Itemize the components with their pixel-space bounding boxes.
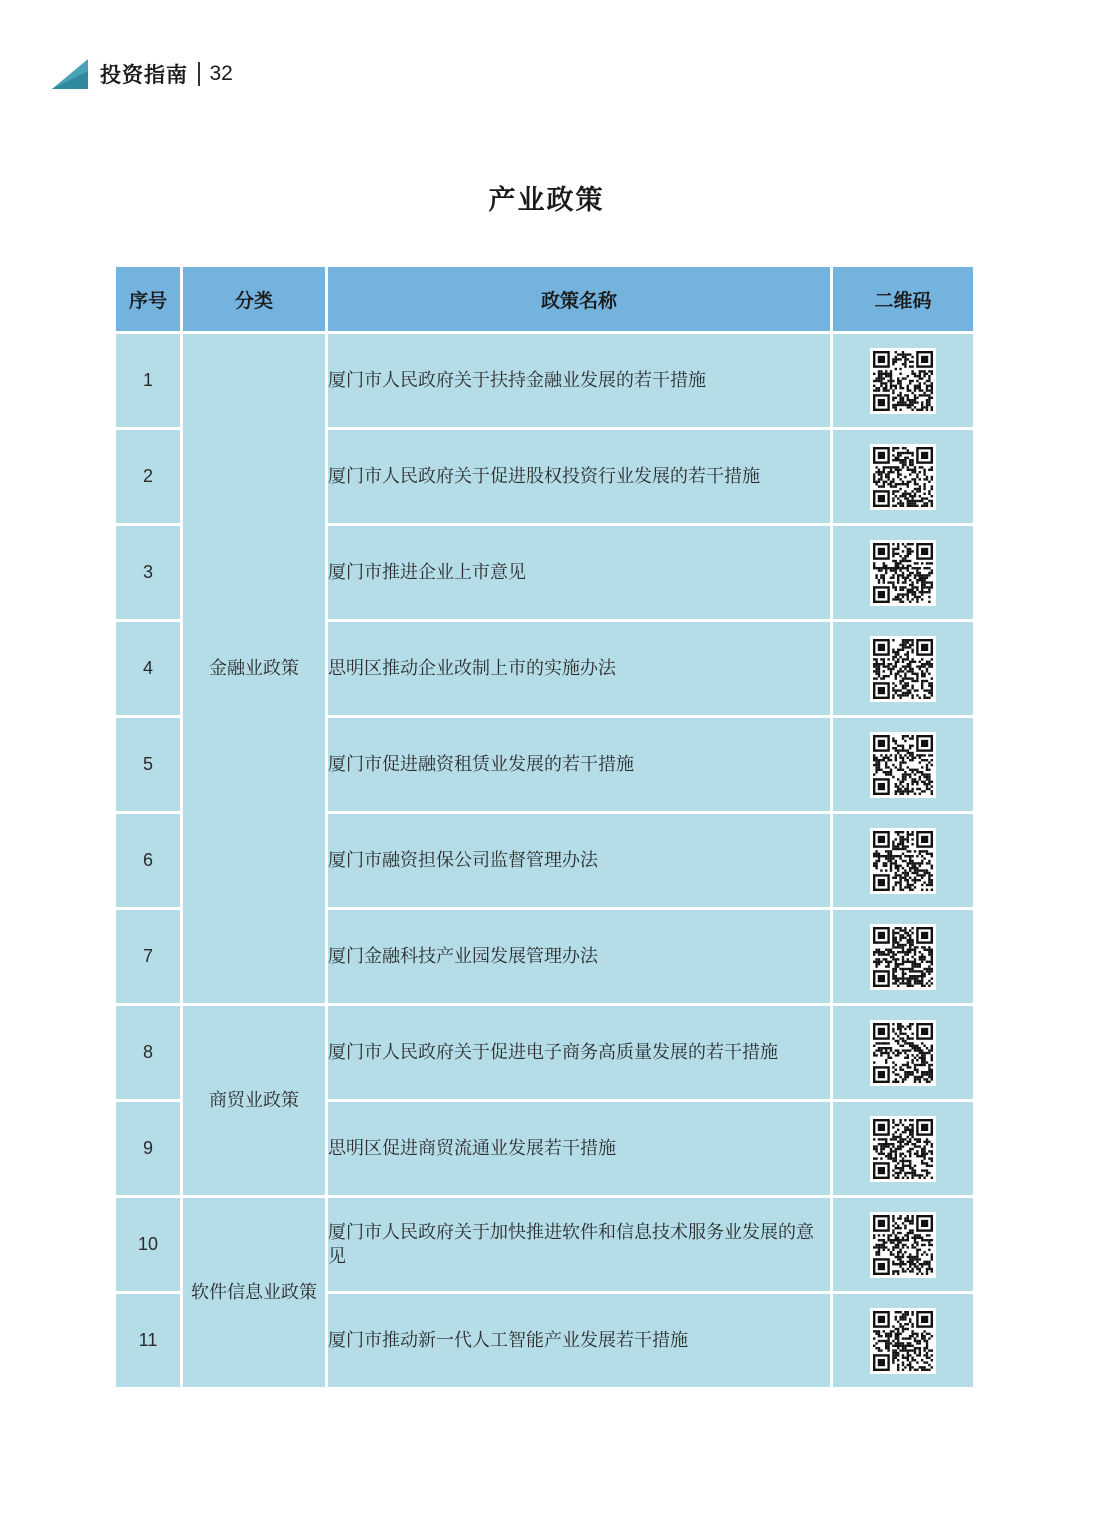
qr-code-icon[interactable]: [870, 1308, 936, 1374]
category-cell: 金融业政策: [182, 333, 327, 1005]
row-number: 9: [115, 1101, 182, 1197]
row-number: 11: [115, 1293, 182, 1389]
header-cell-no: 序号: [115, 266, 182, 333]
qr-cell: [832, 621, 975, 717]
qr-code-icon[interactable]: [870, 540, 936, 606]
header-cell-qr-code: 二维码: [832, 266, 975, 333]
qr-cell: [832, 813, 975, 909]
row-number: 5: [115, 717, 182, 813]
header-cell-policy-name: 政策名称: [327, 266, 832, 333]
row-number: 8: [115, 1005, 182, 1101]
table-row: [115, 1005, 975, 1101]
policy-name: 厦门市人民政府关于促进股权投资行业发展的若干措施: [327, 429, 832, 525]
category-cell: 商贸业政策: [182, 1005, 327, 1197]
table-row: [115, 1197, 975, 1293]
table-row: [115, 333, 975, 429]
qr-cell: [832, 1293, 975, 1389]
policy-name: 厦门市人民政府关于扶持金融业发展的若干措施: [327, 333, 832, 429]
row-number: 1: [115, 333, 182, 429]
section-title: 投资指南: [100, 63, 188, 87]
qr-cell: [832, 1005, 975, 1101]
qr-cell: [832, 717, 975, 813]
row-number: 3: [115, 525, 182, 621]
policy-name: 厦门市促进融资租赁业发展的若干措施: [327, 717, 832, 813]
table-header-row: [115, 266, 975, 333]
qr-code-icon[interactable]: [870, 1020, 936, 1086]
policy-name: 思明区推动企业改制上市的实施办法: [327, 621, 832, 717]
qr-cell: [832, 909, 975, 1005]
qr-cell: [832, 525, 975, 621]
qr-code-icon[interactable]: [870, 348, 936, 414]
qr-code-icon[interactable]: [870, 828, 936, 894]
qr-code-icon[interactable]: [870, 924, 936, 990]
policy-name: 厦门市人民政府关于促进电子商务高质量发展的若干措施: [327, 1005, 832, 1101]
page-title: 产业政策: [488, 185, 605, 216]
policy-name: 思明区促进商贸流通业发展若干措施: [327, 1101, 832, 1197]
policy-name: 厦门市人民政府关于加快推进软件和信息技术服务业发展的意见: [327, 1197, 832, 1293]
header-divider: [198, 62, 200, 86]
qr-cell: [832, 429, 975, 525]
policy-table: [113, 264, 976, 1390]
page-header: [52, 56, 233, 92]
policy-name: 厦门市融资担保公司监督管理办法: [327, 813, 832, 909]
policy-name: 厦门金融科技产业园发展管理办法: [327, 909, 832, 1005]
corner-triangle-icon: [52, 59, 88, 89]
policy-name: 厦门市推进企业上市意见: [327, 525, 832, 621]
row-number: 2: [115, 429, 182, 525]
qr-cell: [832, 1197, 975, 1293]
row-number: 7: [115, 909, 182, 1005]
policy-name: 厦门市推动新一代人工智能产业发展若干措施: [327, 1293, 832, 1389]
page-number: 32: [209, 62, 233, 85]
qr-code-icon[interactable]: [870, 732, 936, 798]
row-number: 6: [115, 813, 182, 909]
header-cell-category: 分类: [182, 266, 327, 333]
qr-code-icon[interactable]: [870, 1116, 936, 1182]
qr-code-icon[interactable]: [870, 444, 936, 510]
qr-cell: [832, 333, 975, 429]
qr-code-icon[interactable]: [870, 1212, 936, 1278]
qr-cell: [832, 1101, 975, 1197]
row-number: 4: [115, 621, 182, 717]
qr-code-icon[interactable]: [870, 636, 936, 702]
category-cell: 软件信息业政策: [182, 1197, 327, 1389]
row-number: 10: [115, 1197, 182, 1293]
